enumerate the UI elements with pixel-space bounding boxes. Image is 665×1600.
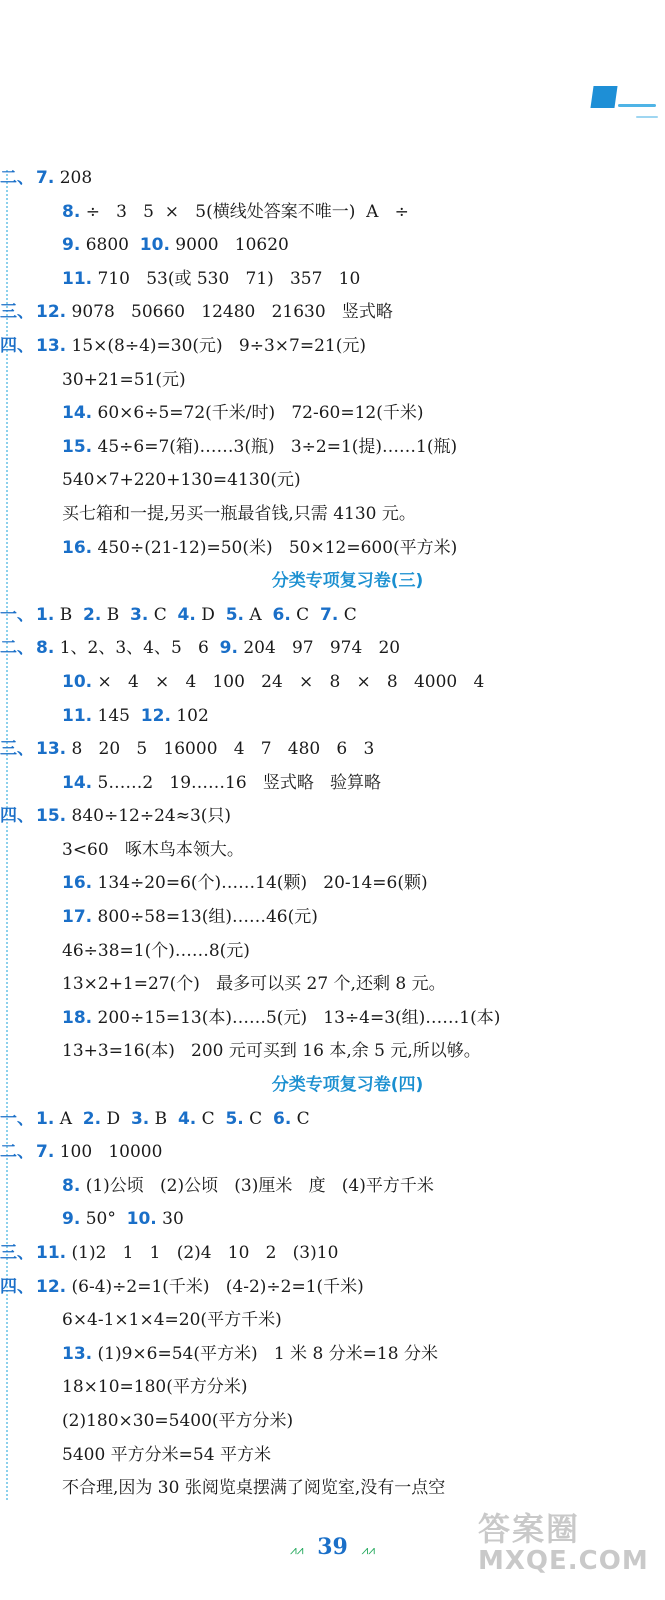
answer-text: 8 20 5 16000 4 7 480 6 3 — [66, 739, 375, 760]
answer-text: 800÷58=13(组)……46(元) — [92, 907, 318, 928]
answer-text: D — [195, 604, 226, 625]
answer-text: 买七箱和一提,另买一瓶最省钱,只需 4130 元。 — [62, 503, 416, 524]
section-marker: 二、 — [0, 1142, 34, 1163]
answer-line — [0, 532, 665, 566]
answer-text: 13×2+1=27(个) 最多可以买 27 个,还剩 8 元。 — [62, 974, 446, 995]
question-number: 5. — [225, 1108, 244, 1129]
question-number: 9. — [219, 638, 238, 659]
answer-text: 200÷15=13(本)……5(元) 13÷4=3(组)……1(本) — [92, 1007, 501, 1028]
question-number: 7. — [36, 168, 55, 188]
question-number: 11. — [62, 705, 93, 726]
answer-line — [0, 968, 665, 1002]
section-marker: 三、 — [0, 1243, 34, 1263]
answer-line — [0, 162, 665, 196]
answer-text: C — [290, 604, 320, 625]
section-marker: 四、 — [0, 1276, 34, 1297]
question-number: 8. — [36, 638, 55, 659]
answer-line — [0, 1237, 665, 1271]
section-marker: 二、 — [0, 168, 34, 188]
answer-line — [0, 498, 665, 532]
question-number: 13. — [36, 739, 67, 760]
answer-line — [0, 1002, 665, 1036]
answer-text: × 4 × 4 100 24 × 8 × 8 4000 4 — [92, 671, 485, 692]
answer-line — [0, 431, 665, 465]
answer-line — [0, 1203, 665, 1237]
answer-line — [0, 1170, 665, 1204]
answer-text: 15×(8÷4)=30(元) 9÷3×7=21(元) — [66, 335, 366, 356]
answer-text: (1)公顷 (2)公顷 (3)厘米 度 (4)平方千米 — [80, 1175, 434, 1196]
question-number: 17. — [62, 907, 93, 928]
answer-text: 30 — [156, 1209, 184, 1230]
section-marker: 三、 — [0, 739, 34, 760]
question-number: 13. — [36, 335, 67, 356]
answer-text: 1、2、3、4、5 6 — [54, 638, 220, 659]
section-title: 分类专项复习卷(三) — [271, 571, 424, 592]
answer-text: 208 — [54, 168, 93, 188]
answer-line — [0, 1338, 665, 1372]
question-number: 14. — [62, 772, 93, 793]
answer-line — [0, 397, 665, 431]
footer-ornament-left: ⩘⩘ — [289, 1543, 304, 1557]
watermark-line1: 答案圈 — [478, 1510, 581, 1548]
answer-text: ÷ 3 5 × 5(横线处答案不唯一) A ÷ — [80, 201, 409, 222]
answer-line — [0, 263, 665, 297]
question-number: 4. — [177, 1108, 197, 1129]
answer-line — [0, 935, 665, 969]
answer-text: 9078 50660 12480 21630 竖式略 — [66, 302, 393, 323]
corner-stripe-small — [636, 116, 658, 118]
answer-text: (1)2 1 1 (2)4 10 2 (3)10 — [66, 1243, 339, 1263]
answer-text: 204 97 974 20 — [237, 638, 401, 659]
answer-text: 60×6÷5=72(千米/时) 72-60=12(千米) — [92, 403, 424, 424]
question-number: 12. — [36, 302, 67, 323]
question-number: 1. — [36, 1108, 55, 1129]
answer-text: 不合理,因为 30 张阅览桌摆满了阅览室,没有一点空 — [62, 1478, 446, 1499]
answer-line — [0, 1304, 665, 1338]
question-number: 16. — [62, 537, 93, 558]
answer-text: B — [101, 604, 131, 625]
answer-text: (2)180×30=5400(平方分米) — [62, 1410, 294, 1431]
answer-text: D — [101, 1108, 131, 1129]
answer-line — [0, 632, 665, 666]
question-number: 6. — [272, 604, 291, 625]
answer-text: (6-4)÷2=1(千米) (4-2)÷2=1(千米) — [66, 1276, 364, 1297]
answer-line — [0, 834, 665, 868]
answer-text: 134÷20=6(个)……14(颗) 20-14=6(颗) — [92, 873, 428, 894]
answer-text: 100 10000 — [54, 1142, 163, 1163]
corner-decoration — [590, 86, 617, 108]
question-number: 7. — [36, 1142, 55, 1163]
answer-line — [0, 1136, 665, 1170]
answer-line — [0, 1271, 665, 1305]
question-number: 3. — [130, 1108, 150, 1129]
question-number: 3. — [130, 604, 149, 625]
answer-line — [0, 700, 665, 734]
answer-line — [0, 767, 665, 801]
answer-content — [0, 162, 665, 1506]
question-number: 12. — [36, 1276, 67, 1297]
section-marker: 二、 — [0, 638, 34, 659]
answer-line — [0, 599, 665, 633]
section-marker: 三、 — [0, 302, 34, 323]
answer-text: 6800 — [80, 235, 140, 256]
answer-text: C — [196, 1108, 226, 1129]
answer-text: 102 — [170, 705, 209, 726]
answer-line — [0, 800, 665, 834]
answer-line — [0, 901, 665, 935]
question-number: 4. — [177, 604, 196, 625]
question-number: 9. — [62, 1209, 81, 1230]
question-number: 9. — [62, 235, 81, 256]
answer-text: 450÷(21-12)=50(米) 50×12=600(平方米) — [92, 537, 458, 558]
answer-text: 840÷12÷24≈3(只) — [66, 806, 232, 827]
answer-line — [0, 1472, 665, 1506]
question-number: 12. — [140, 705, 171, 726]
watermark-stamp — [478, 1504, 649, 1576]
answer-text: 18×10=180(平方分米) — [62, 1377, 248, 1398]
answer-line — [0, 330, 665, 364]
question-number: 5. — [225, 604, 244, 625]
answer-text: B — [149, 1108, 178, 1129]
question-number: 1. — [36, 604, 55, 625]
corner-stripe — [618, 104, 656, 107]
answer-line — [0, 867, 665, 901]
answer-line — [0, 296, 665, 330]
section-marker: 一、 — [0, 1108, 34, 1129]
answer-text: C — [243, 1108, 273, 1129]
answer-line — [0, 1371, 665, 1405]
question-number: 14. — [62, 403, 93, 424]
question-number: 18. — [62, 1007, 93, 1028]
question-number: 13. — [62, 1343, 93, 1364]
footer-ornament-right: ⩘⩘ — [361, 1543, 376, 1557]
answer-line — [0, 364, 665, 398]
answer-line — [0, 229, 665, 263]
answer-text: B — [54, 604, 84, 625]
question-number: 8. — [62, 201, 81, 222]
answer-text: 30+21=51(元) — [62, 369, 186, 390]
answer-line — [0, 1405, 665, 1439]
question-number: 10. — [62, 671, 93, 692]
section-title: 分类专项复习卷(四) — [271, 1075, 424, 1096]
answer-line — [0, 464, 665, 498]
answer-text: 50° — [80, 1209, 127, 1230]
question-number: 10. — [126, 1209, 157, 1230]
section-marker: 四、 — [0, 806, 34, 827]
question-number: 15. — [62, 436, 93, 457]
answer-text: C — [338, 604, 357, 625]
page-number: 39 — [317, 1534, 348, 1560]
answer-line — [0, 733, 665, 767]
question-number: 10. — [139, 235, 170, 256]
question-number: 16. — [62, 873, 93, 894]
question-number: 15. — [36, 806, 67, 827]
answer-text: (1)9×6=54(平方米) 1 米 8 分米=18 分米 — [92, 1343, 438, 1364]
answer-text: 45÷6=7(箱)……3(瓶) 3÷2=1(提)……1(瓶) — [92, 436, 458, 457]
watermark-line2: MXQE.COM — [478, 1546, 649, 1576]
answer-text: C — [291, 1108, 310, 1129]
answer-line — [0, 1439, 665, 1473]
answer-text: 6×4-1×1×4=20(平方千米) — [62, 1310, 282, 1331]
answer-text: 145 — [92, 705, 141, 726]
answer-line — [0, 666, 665, 700]
answer-text: 46÷38=1(个)……8(元) — [62, 940, 250, 961]
question-number: 11. — [36, 1243, 67, 1263]
question-number: 8. — [62, 1175, 81, 1196]
answer-text: 540×7+220+130=4130(元) — [62, 470, 301, 491]
section-marker: 四、 — [0, 335, 34, 356]
section-marker: 一、 — [0, 604, 34, 625]
answer-line — [0, 196, 665, 230]
answer-text: 5400 平方分米=54 平方米 — [62, 1444, 271, 1465]
answer-text: 9000 10620 — [169, 235, 289, 256]
question-number: 2. — [83, 604, 102, 625]
answer-line — [0, 1035, 665, 1069]
answer-text: C — [148, 604, 178, 625]
question-number: 11. — [62, 268, 93, 289]
question-number: 7. — [320, 604, 339, 625]
answer-text: A — [54, 1108, 83, 1129]
answer-text: 710 53(或 530 71) 357 10 — [92, 268, 361, 289]
answer-text: A — [243, 604, 273, 625]
answer-text: 3<60 啄木鸟本领大。 — [62, 839, 244, 860]
answer-line — [0, 1103, 665, 1137]
answer-text: 13+3=16(本) 200 元可买到 16 本,余 5 元,所以够。 — [62, 1041, 481, 1062]
answer-text: 5……2 19……16 竖式略 验算略 — [92, 772, 382, 793]
question-number: 6. — [272, 1108, 292, 1129]
question-number: 2. — [82, 1108, 102, 1129]
